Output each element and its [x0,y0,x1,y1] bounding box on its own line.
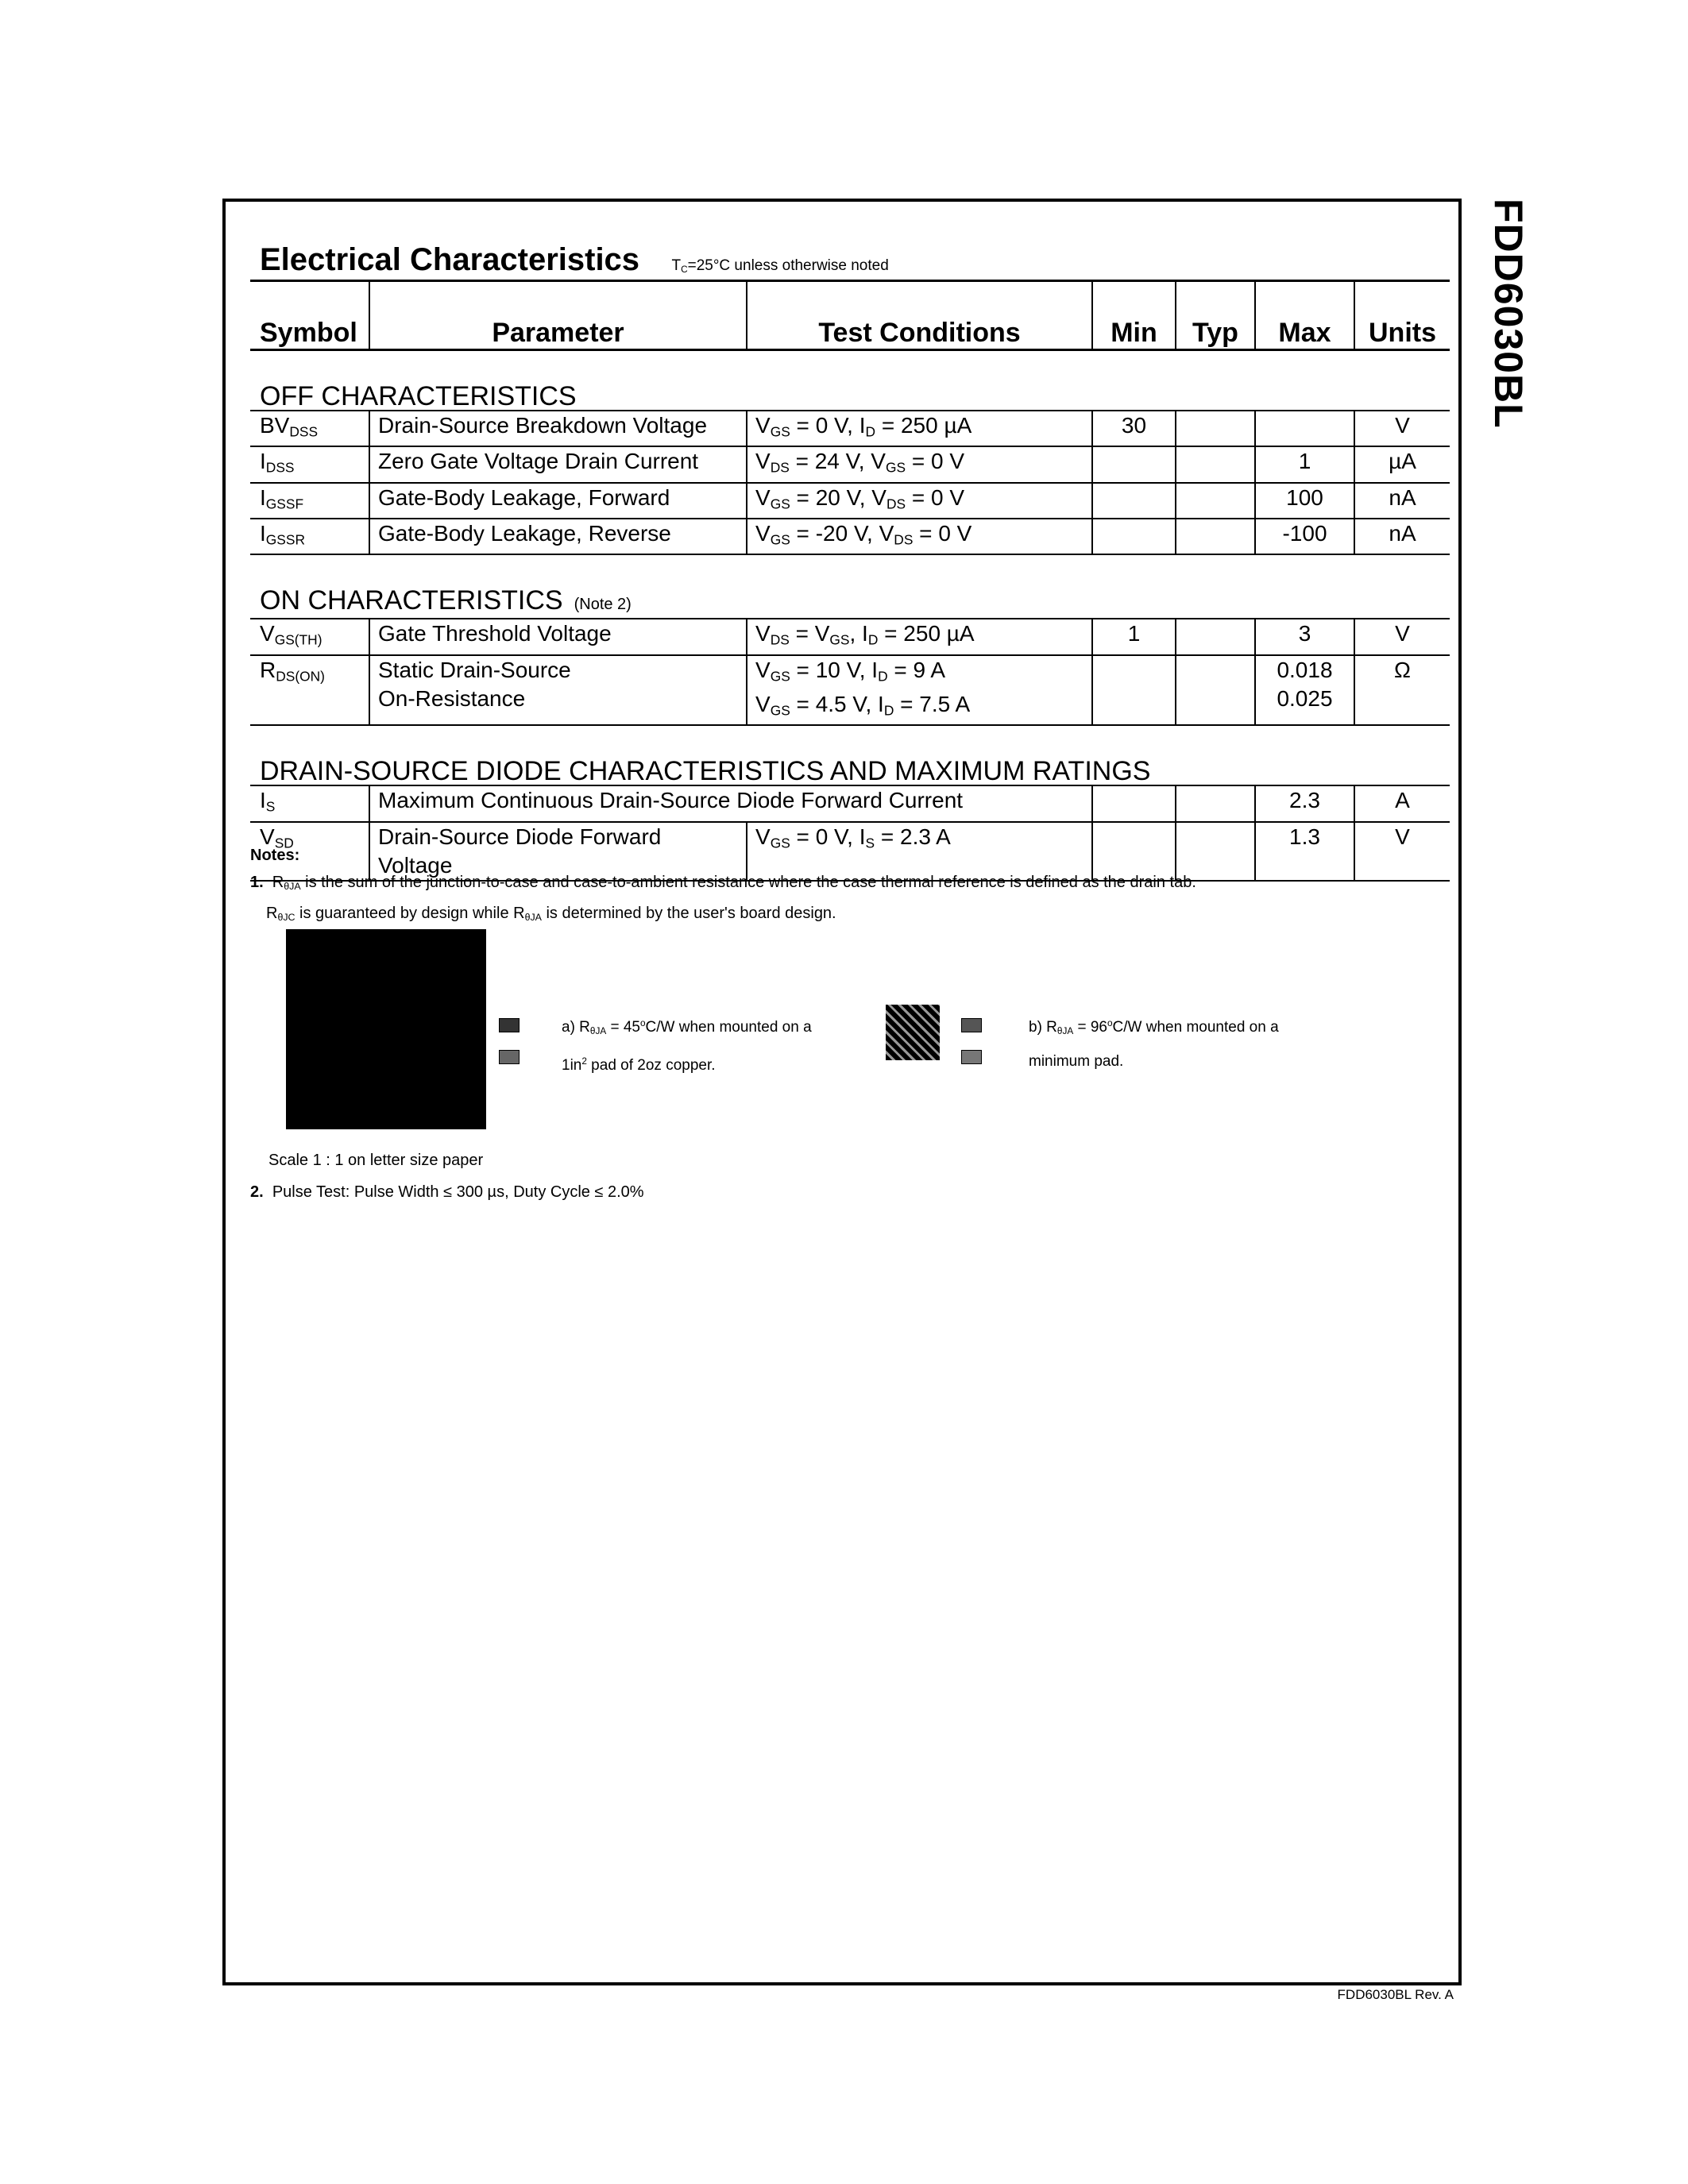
max-cell: -100 [1255,519,1354,554]
section-title-diode: DRAIN-SOURCE DIODE CHARACTERISTICS AND MAXIMUM RATINGS [260,756,1151,787]
notes-block [250,842,1196,931]
max-cell: 3 [1255,619,1354,654]
caption-b-line-2: minimum pad. [1029,1053,1124,1070]
pad-marker-icon [961,1018,982,1032]
units-cell: V [1354,822,1450,881]
max-cell: 1.3 [1255,822,1354,881]
caption-a-line-1: a) $R_{\theta JA} = 45^oC/W$ when mounted on a [562,1018,812,1036]
symbol-cell: $R_{DS(ON)}$ [250,655,369,726]
parameter-cell: Static Drain-Source On-Resistance [369,655,747,726]
note-2: 2. Pulse Test: Pulse Width ≤ 300 µs, Duty Cycle ≤ 2.0% [250,1183,644,1201]
header-symbol: Symbol [250,281,369,350]
min-cell [1092,785,1176,821]
part-number-text: FDD6030BL [1486,199,1531,429]
table-row [250,411,1450,446]
parameter-cell: Gate-Body Leakage, Forward [369,483,747,519]
symbol-cell: $I_{GSSF}$ [250,483,369,519]
min-cell [1092,519,1176,554]
symbol-cell: $I_S$ [250,785,369,821]
conditions-cell: $V_{GS} = 10$ V, $I_D = 9$ A $V_{GS} = 4.5$ V, $I_D = 7.5$ A [747,655,1092,726]
note-1-line-2: $R_{\theta JC}$ is guaranteed by design while $R_{\theta JA}$ is determined by the user's board design. [266,905,836,924]
caption-a [562,1009,812,1081]
max-cell [1255,411,1354,446]
parameter-cell: Gate Threshold Voltage [369,619,747,654]
parameter-cell: Maximum Continuous Drain-Source Diode Forward Current [369,785,1092,821]
section-heading-on [250,554,1450,619]
header-typ: Typ [1176,281,1255,350]
section-header [260,242,889,278]
header-units: Units [1354,281,1450,350]
copper-pad-image-a [286,929,486,1129]
typ-cell [1176,446,1255,482]
units-cell: nA [1354,519,1450,554]
header-test-conditions: Test Conditions [747,281,1092,350]
table-row [250,483,1450,519]
min-cell: 30 [1092,411,1176,446]
section-heading-off [250,350,1450,411]
caption-b-line-1: b) $R_{\theta JA} = 96^oC/W$ when mounted on a [1029,1018,1279,1036]
typ-cell [1176,519,1255,554]
section-heading-diode [250,725,1450,785]
table-row [250,655,1450,726]
conditions-cell: $V_{GS} = 0$ V, $I_D = 250$ µA [747,411,1092,446]
note-2-text: Pulse Test: Pulse Width ≤ 300 µs, Duty Cycle ≤ 2.0% [272,1183,644,1201]
table-row [250,446,1450,482]
max-cell: 1 [1255,446,1354,482]
symbol-cell: $V_{GS(TH)}$ [250,619,369,654]
conditions-cell: $V_{GS} = 0$ V, $I_S = 2.3$ A [747,822,1092,881]
symbol-cell: $V_{SD}$ [250,822,369,881]
table-row [250,519,1450,554]
table-header-row [250,281,1450,350]
min-cell [1092,655,1176,726]
symbol-cell: $I_{GSSR}$ [250,519,369,554]
caption-b [1029,1009,1279,1077]
typ-cell [1176,785,1255,821]
typ-cell [1176,411,1255,446]
units-cell: nA [1354,483,1450,519]
symbol-cell: $I_{DSS}$ [250,446,369,482]
minimum-pad-image-b [886,1005,940,1060]
pad-marker-icon [961,1050,982,1064]
units-cell: Ω [1354,655,1450,726]
parameter-cell: Zero Gate Voltage Drain Current [369,446,747,482]
symbol-cell: $BV_{DSS}$ [250,411,369,446]
scale-note: Scale 1 : 1 on letter size paper [268,1152,484,1169]
pad-marker-icon [499,1050,520,1064]
conditions-cell: $V_{GS} = -20$ V, $V_{DS} = 0$ V [747,519,1092,554]
caption-a-line-2: $1in^2$ pad of 2oz copper. [562,1056,716,1075]
min-cell: 1 [1092,619,1176,654]
min-cell [1092,446,1176,482]
parameter-cell: Drain-Source Diode Forward Voltage [369,822,747,881]
units-cell: A [1354,785,1450,821]
units-cell: µA [1354,446,1450,482]
part-number-side-title [1468,199,1539,437]
notes-label: Notes: [250,847,300,864]
units-cell: V [1354,411,1450,446]
table-row [250,619,1450,654]
section-title-on: ON CHARACTERISTICS [260,585,563,616]
header-min: Min [1092,281,1176,350]
section-note-on: (Note 2) [574,596,632,614]
units-cell: V [1354,619,1450,654]
conditions-note: $T_C=25^\circ C$ unless otherwise noted [671,257,889,275]
note-1-line-1: 1. $R_{\theta JA}$ is the sum of the junction-to-case and case-to-ambient resistance where the case thermal reference is defined as the drain tab. [250,874,1196,893]
max-cell: 2.3 [1255,785,1354,821]
header-max: Max [1255,281,1354,350]
pad-marker-icon [499,1018,520,1032]
typ-cell [1176,483,1255,519]
conditions-cell: $V_{GS} = 20$ V, $V_{DS} = 0$ V [747,483,1092,519]
section-title: Electrical Characteristics [260,242,640,277]
header-parameter: Parameter [369,281,747,350]
footer-revision: FDD6030BL Rev. A [1337,1987,1454,2002]
conditions-cell: $V_{DS} = V_{GS}$, $I_D = 250$ µA [747,619,1092,654]
table-row [250,785,1450,821]
parameter-cell: Drain-Source Breakdown Voltage [369,411,747,446]
max-cell: 100 [1255,483,1354,519]
electrical-characteristics-table [250,280,1450,882]
typ-cell [1176,655,1255,726]
min-cell [1092,483,1176,519]
conditions-cell: $V_{DS} = 24$ V, $V_{GS} = 0$ V [747,446,1092,482]
max-cell: 0.018 0.025 [1255,655,1354,726]
parameter-cell: Gate-Body Leakage, Reverse [369,519,747,554]
typ-cell [1176,619,1255,654]
section-title-off: OFF CHARACTERISTICS [260,381,577,411]
